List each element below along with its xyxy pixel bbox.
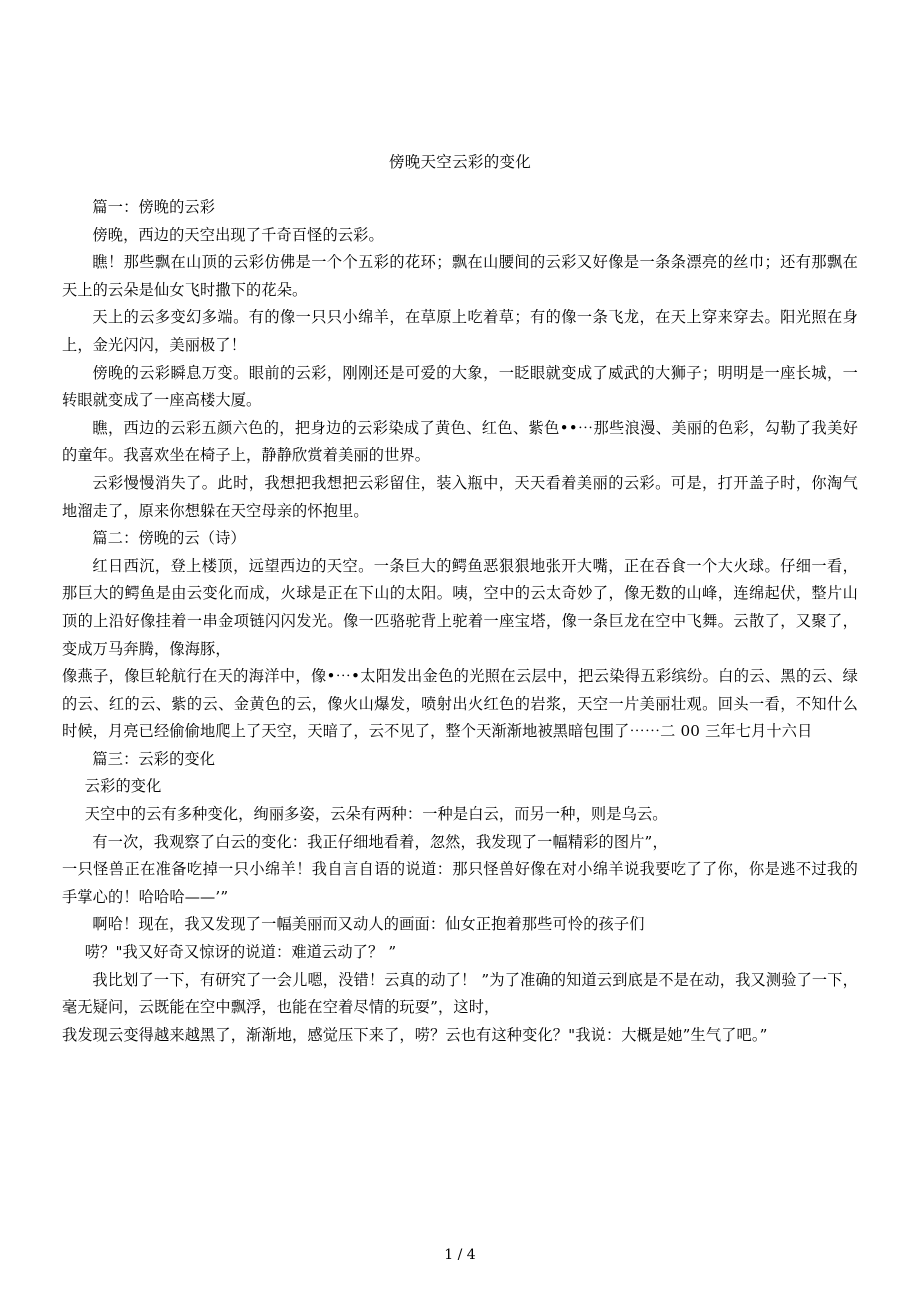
paragraph-14: 我比划了一下，有研究了一会儿嗯，没错！云真的动了！ ”为了准确的知道云到底是不是在动，我又测验了一下，毫无疑问，云既能在空中飘浮，也能在空着尽情的玩耍”，这时， <box>62 970 858 1017</box>
paragraph-2: 瞧！那些飘在山顶的云彩仿佛是一个个五彩的花环；飘在山腰间的云彩又好像是一条条漂亮的丝巾；还有那飘在天上的云朵是仙女飞时撒下的花朵。 <box>62 253 858 299</box>
paragraph-7: 红日西沉，登上楼顶，远望西边的天空。一条巨大的鳄鱼恶狠狠地张开大嘴，正在吞食一个大火球。仔细一看，那巨大的鳄鱼是由云变化而成，火球是正在下山的太阳。咦，空中的云太奇妙了，像无数的山峰，连绵起伏，整片山顶的上沿好像挂着一串金项链闪闪发光。像一匹骆驼背上驼着一座宝塔，像一条巨龙在空中飞舞。云散了，又聚了，变成万马奔腾，像海豚， <box>62 556 858 658</box>
document-body <box>62 148 858 1049</box>
paragraph-section-three-heading: 篇三：云彩的变化 <box>92 749 216 768</box>
paragraph-section-one-heading: 篇一：傍晚的云彩 <box>92 198 216 216</box>
paragraph-10: 有一次，我观察了白云的变化：我正仔细地看着，忽然，我发现了一幅精彩的图片”， <box>92 832 668 851</box>
paragraph-3: 天上的云多变幻多端。有的像一只只小绵羊，在草原上吃着草；有的像一条飞龙，在天上穿来穿去。阳光照在身上，金光闪闪，美丽极了！ <box>62 308 858 354</box>
paragraph-13: 唠？"我又好奇又惊讶的说道：难道云动了？ ” <box>84 943 397 962</box>
paragraph-4: 傍晚的云彩瞬息万变。眼前的云彩，刚刚还是可爱的大象，一眨眼就变成了威武的大狮子；明明是一座长城，一转眼就变成了一座高楼大厦。 <box>62 363 858 410</box>
paragraph-5: 瞧，西边的云彩五颜六色的，把身边的云彩染成了黄色、红色、紫色••⋯那些浪漫、美丽的色彩，勾勒了我美好的童年。我喜欢坐在椅子上，静静欣赏着美丽的世界。 <box>62 418 858 465</box>
paragraph-8: 像燕子，像巨轮航行在天的海洋中，像•⋯•太阳发出金色的光照在云层中，把云染得五彩缤纷。白的云、黑的云、绿的云、红的云、紫的云、金黄色的云，像火山爆发，喷射出火红色的岩浆，天空一片美丽壮观。回头一看，不知什么时候，月亮已经偷偷地爬上了天空，天暗了，云不见了，整个天渐渐地被黑暗包围了⋯⋯二 00 三年七月十六日 <box>62 667 858 741</box>
paragraph-15: 我发现云变得越来越黑了，渐渐地，感觉压下来了，唠？云也有这种变化？"我说：大概是她”生气了吧。” <box>62 1025 768 1044</box>
paragraph-12: 啊哈！现在，我又发现了一幅美丽而又动人的画面：仙女正抱着那些可怜的孩子们 <box>92 915 645 934</box>
paragraph-1: 傍晚，西边的天空出现了千奇百怪的云彩。 <box>92 225 384 244</box>
paragraph-11: 一只怪兽正在准备吃掉一只小绵羊！我自言自语的说道：那只怪兽好像在对小绵羊说我要吃了了你，你是逃不过我的手掌心的！哈哈哈——’” <box>62 860 858 906</box>
page-title: 傍晚天空云彩的变化 <box>388 153 532 171</box>
paragraph-subheading: 云彩的变化 <box>84 777 162 796</box>
paragraph-6: 云彩慢慢消失了。此时，我想把我想把云彩留住，装入瓶中，天天看着美丽的云彩。可是，打开盖子时，你淘气地溜走了，原来你想躲在天空母亲的怀抱里。 <box>62 473 858 520</box>
paragraph-section-two-heading: 篇二：傍晚的云（诗） <box>92 529 246 548</box>
paragraph-9: 天空中的云有多种变化，绚丽多姿，云朵有两种：一种是白云，而另一种，则是乌云。 <box>84 805 668 824</box>
page-number-footer: 1 / 4 <box>444 1247 476 1263</box>
